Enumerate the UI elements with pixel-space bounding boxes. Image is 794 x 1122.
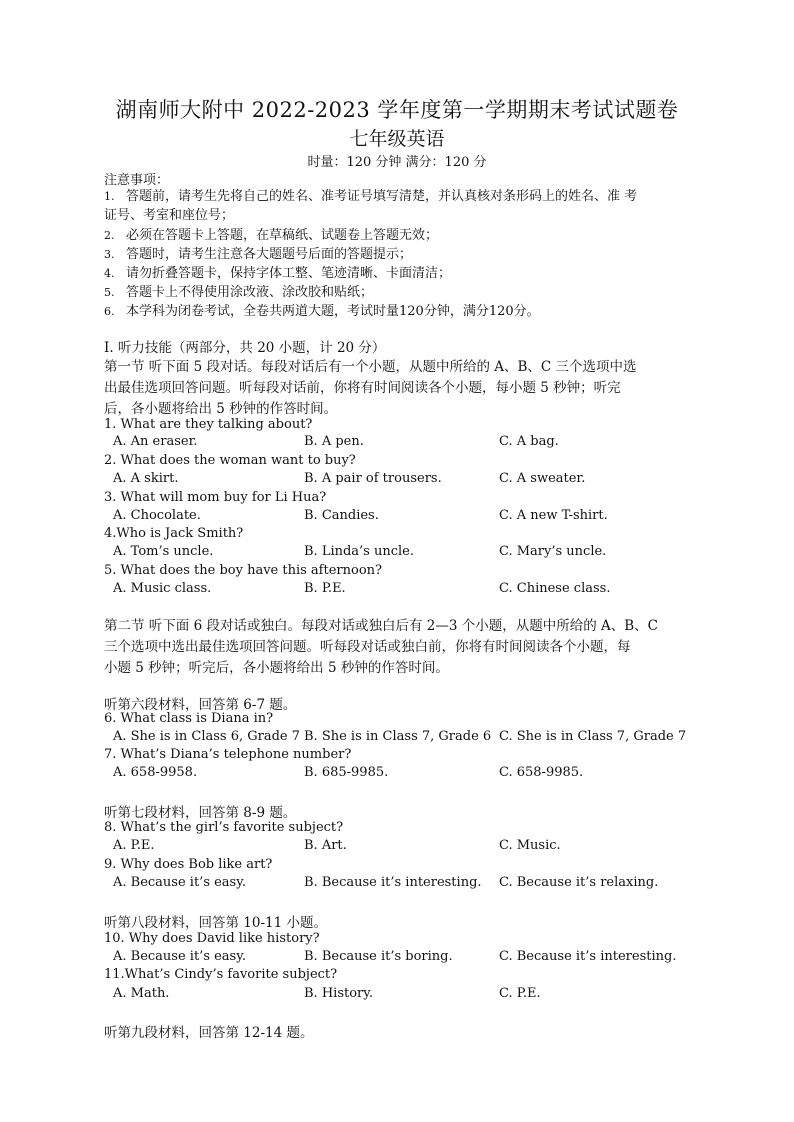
note-item-1 [104, 187, 694, 225]
option-b: B. 685-9985. [304, 765, 389, 780]
note-item-4 [104, 264, 694, 283]
option-b: B. A pen. [304, 434, 364, 449]
note-number: 2. [104, 229, 115, 242]
group-heading-10-11: 听第八段材料，回答第 10-11 小题。 [104, 915, 328, 931]
question-2: 2. What does the woman want to buy? [104, 453, 356, 468]
option-a: A. Chocolate. [113, 508, 201, 523]
instruction-line: 第二节 听下面 6 段对话或独白。每段对话或独白后有 2—3 个小题，从题中所给的 A、B、C [104, 618, 659, 634]
option-a: A. Music class. [113, 581, 212, 596]
note-number: 3. [104, 248, 115, 261]
option-c: C. Music. [499, 838, 561, 853]
note-text: 本学科为闭卷考试，全卷共两道大题，考试时量120分钟，满分120分。 [126, 304, 540, 319]
option-a: A. Math. [113, 986, 170, 1001]
note-text: 必须在答题卡上答题，在草稿纸、试题卷上答题无效； [126, 228, 439, 243]
instruction-line: 小题 5 秒钟；听完后，各小题将给出 5 秒钟的作答时间。 [104, 660, 449, 676]
option-b: B. P.E. [304, 581, 346, 596]
question-7: 7. What’s Diana’s telephone number? [104, 747, 352, 762]
question-11: 11.What’s Cindy’s favorite subject? [104, 967, 338, 982]
option-b: B. Art. [304, 838, 347, 853]
instruction-line: 出最佳选项回答问题。听每段对话前，你将有时间阅读各个小题，每小题 5 秒钟；听完 [104, 380, 621, 396]
note-item-3 [104, 245, 694, 264]
exam-subtitle: 七年级英语 [349, 128, 445, 150]
question-6: 6. What class is Diana in? [104, 711, 274, 726]
option-b: B. Because it’s interesting. [304, 875, 482, 890]
exam-title: 湖南师大附中 2022-2023 学年度第一学期期末考试试题卷 [115, 98, 679, 122]
note-text: 答题前，请考生先将自己的姓名、准考证号填写清楚，并认真核对条形码上的姓名、准 考 [126, 189, 638, 204]
section2-instructions [104, 616, 704, 679]
note-item-2 [104, 226, 694, 245]
option-b: B. She is in Class 7, Grade 6 [304, 729, 492, 744]
option-b: B. A pair of trousers. [304, 471, 442, 486]
option-c: C. Chinese class. [499, 581, 611, 596]
notes-heading: 注意事项： [104, 173, 170, 188]
exam-time-score: 时量：120 分钟 满分：120 分 [307, 155, 487, 170]
option-c: C. A new T-shirt. [499, 508, 608, 523]
option-b: B. Candies. [304, 508, 379, 523]
option-b: B. Linda’s uncle. [304, 544, 414, 559]
note-text: 答题时，请考生注意各大题题号后面的答题提示； [126, 247, 413, 262]
question-1: 1. What are they talking about? [104, 417, 313, 432]
option-c: C. Because it’s relaxing. [499, 875, 659, 890]
option-c: C. P.E. [499, 986, 541, 1001]
option-a: A. Because it’s easy. [113, 875, 246, 890]
option-a: A. Tom’s uncle. [113, 544, 214, 559]
option-c: C. A bag. [499, 434, 559, 449]
question-5: 5. What does the boy have this afternoon? [104, 563, 382, 578]
note-number: 6. [104, 305, 115, 318]
option-c: C. She is in Class 7, Grade 7 [499, 729, 687, 744]
option-a: A. She is in Class 6, Grade 7 [113, 729, 301, 744]
option-c: C. Mary’s uncle. [499, 544, 607, 559]
question-4: 4.Who is Jack Smith? [104, 526, 244, 541]
option-c: C. Because it’s interesting. [499, 949, 677, 964]
note-item-5 [104, 283, 694, 302]
question-3: 3. What will mom buy for Li Hua? [104, 490, 327, 505]
option-a: A. Because it’s easy. [113, 949, 246, 964]
note-number: 5. [104, 286, 115, 299]
option-c: C. 658-9985. [499, 765, 584, 780]
option-b: B. History. [304, 986, 373, 1001]
group-heading-6-7: 听第六段材料，回答第 6-7 题。 [104, 697, 297, 713]
note-text: 请勿折叠答题卡，保持字体工整、笔迹清晰、卡面清洁； [126, 266, 452, 281]
note-item-6 [104, 302, 694, 321]
option-a: A. P.E. [113, 838, 155, 853]
option-a: A. 658-9958. [113, 765, 198, 780]
option-a: A. An eraser. [113, 434, 198, 449]
group-heading-12-14: 听第九段材料，回答第 12-14 题。 [104, 1025, 314, 1041]
note-text-continuation: 证号、考室和座位号； [104, 208, 235, 223]
note-number: 1. [104, 190, 115, 203]
option-b: B. Because it’s boring. [304, 949, 453, 964]
section1-instructions [104, 357, 704, 420]
question-10: 10. Why does David like history? [104, 931, 320, 946]
part1-heading: Ⅰ. 听力技能（两部分，共 20 小题，计 20 分） [104, 340, 386, 356]
question-9: 9. Why does Bob like art? [104, 857, 273, 872]
note-text: 答题卡上不得使用涂改液、涂改胶和贴纸； [126, 285, 374, 300]
instruction-line: 三个选项中选出最佳选项回答问题。听每段对话或独白前，你将有时间阅读各个小题，每 [104, 639, 631, 655]
option-c: C. A sweater. [499, 471, 586, 486]
instruction-line: 第一节 听下面 5 段对话。每段对话后有一个小题，从题中所给的 A、B、C 三个选项中选 [104, 359, 637, 375]
note-number: 4. [104, 267, 115, 280]
option-a: A. A skirt. [113, 471, 179, 486]
group-heading-8-9: 听第七段材料，回答第 8-9 题。 [104, 805, 297, 821]
question-8: 8. What’s the girl’s favorite subject? [104, 820, 344, 835]
instruction-line: 后，各小题将给出 5 秒钟的作答时间。 [104, 401, 338, 417]
